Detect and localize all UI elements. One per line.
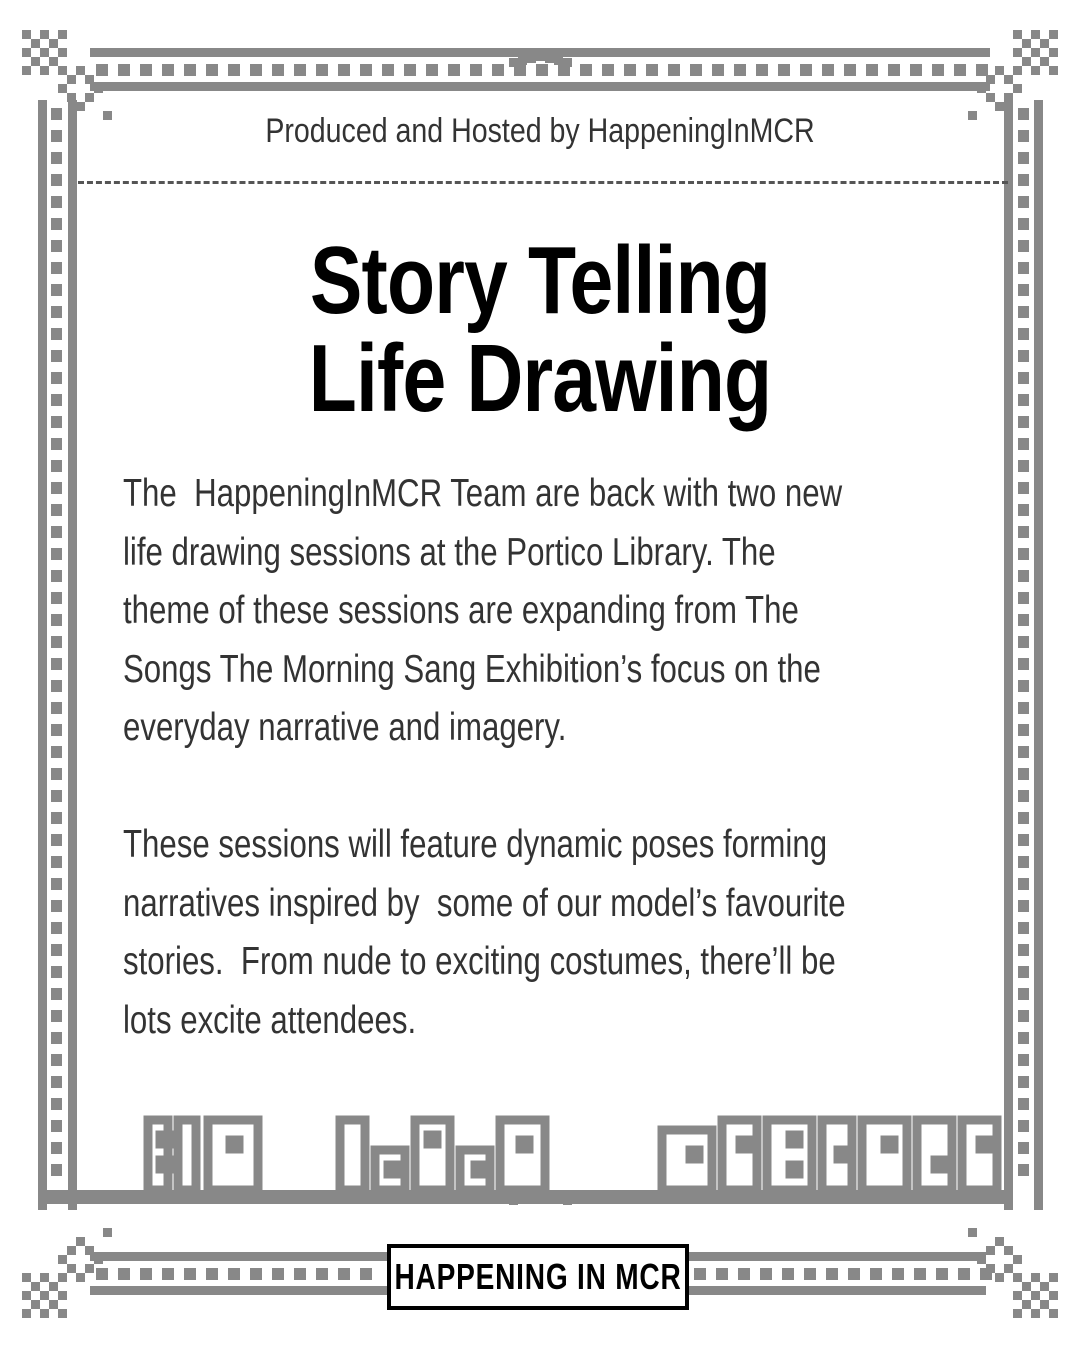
paragraph-1-line: everyday narrative and imagery. (123, 706, 567, 749)
dashed-divider (78, 181, 1008, 184)
title-line-2: Life Drawing (308, 325, 772, 432)
event-description (123, 465, 923, 1050)
paragraph-1-line: theme of these sessions are expanding from The (123, 589, 799, 632)
paragraph-1-line: The HappeningInMCR Team are back with two new (123, 472, 843, 515)
paragraph-2-line: These sessions will feature dynamic poses forming (123, 823, 828, 866)
paragraph-2-line: narratives inspired by some of our model’s favourite (123, 881, 846, 925)
brand-badge (387, 1244, 689, 1310)
paragraph-1-line: Songs The Morning Sang Exhibition’s focus on the (123, 647, 821, 691)
event-title (212, 227, 868, 432)
producer-credit: Produced and Hosted by HappeningInMCR (265, 112, 815, 150)
paragraph-2-line: lots excite attendees. (123, 998, 417, 1042)
paragraph-gap (123, 758, 923, 817)
paragraph-1-line: life drawing sessions at the Portico Library. The (123, 530, 776, 574)
brand-badge-label: HAPPENING IN MCR (394, 1256, 682, 1297)
paragraph-2-line: stories. From nude to exciting costumes, there’ll be (123, 940, 836, 983)
title-line-1: Story Telling (309, 227, 771, 334)
